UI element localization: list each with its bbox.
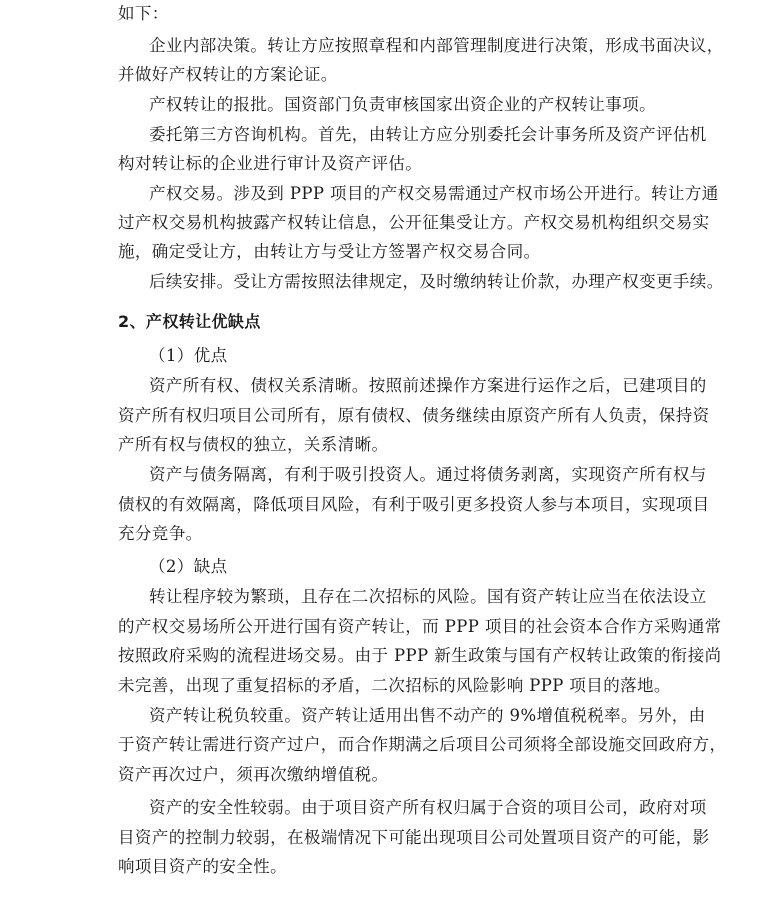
step-line: 企业内部决策。转让方应按照章程和内部管理制度进行决策，形成书面决议， xyxy=(149,36,724,55)
advantages-line: 产所有权与债权的独立，关系清晰。 xyxy=(118,435,389,454)
disadvantages-line: 未完善，出现了重复招标的矛盾，二次招标的风险影响 PPP 项目的落地。 xyxy=(118,676,671,695)
step-line: 过产权交易机构披露产权转让信息，公开征集受让方。产权交易机构组织交易实 xyxy=(118,213,710,232)
disadvantages-line: 于资产转让需进行资产过户，而合作期满之后项目公司须将全部设施交回政府方， xyxy=(118,735,727,754)
step-line: 后续安排。受让方需按照法律规定，及时缴纳转让价款，办理产权变更手续。 xyxy=(149,272,724,291)
section-heading: 2、产权转让优缺点 xyxy=(118,312,261,331)
advantages-title: （1）优点 xyxy=(149,346,228,365)
intro-tail-text: 如下： xyxy=(118,4,169,23)
disadvantages-line: 按照政府采购的流程进场交易。由于 PPP 新生政策与国有产权转让政策的衔接尚 xyxy=(118,646,722,665)
disadvantages-line: 的产权交易场所公开进行国有资产转让，而 PPP 项目的社会资本合作方采购通常 xyxy=(118,617,722,636)
disadvantages-line: 转让程序较为繁琐，且存在二次招标的风险。国有资产转让应当在依法设立 xyxy=(149,587,707,606)
step-line: 施，确定受让方，由转让方与受让方签署产权交易合同。 xyxy=(118,242,541,261)
advantages-line: 资产所有权、债权关系清晰。按照前述操作方案进行运作之后，已建项目的 xyxy=(149,376,707,395)
step-line: 产权转让的报批。国资部门负责审核国家出资企业的产权转让事项。 xyxy=(149,95,656,114)
disadvantages-line: 资产的安全性较弱。由于项目资产所有权归属于合资的项目公司，政府对项 xyxy=(149,798,707,817)
disadvantages-line: 响项目资产的安全性。 xyxy=(118,857,287,876)
step-line: 并做好产权转让的方案论证。 xyxy=(118,65,338,84)
disadvantages-line: 资产转让税负较重。资产转让适用出售不动产的 9%增值税税率。另外，由 xyxy=(149,706,706,725)
disadvantages-line: 资产再次过户，须再次缴纳增值税。 xyxy=(118,765,389,784)
advantages-line: 资产所有权归项目公司所有，原有债权、债务继续由原资产所有人负责，保持资 xyxy=(118,406,710,425)
step-line: 委托第三方咨询机构。首先，由转让方应分别委托会计事务所及资产评估机 xyxy=(149,125,707,144)
disadvantages-line: 目资产的控制力较弱，在极端情况下可能出现项目公司处置项目资产的可能，影 xyxy=(118,828,710,847)
advantages-line: 资产与债务隔离，有利于吸引投资人。通过将债务剥离，实现资产所有权与 xyxy=(149,465,707,484)
advantages-line: 充分竞争。 xyxy=(118,524,203,543)
step-line: 构对转让标的企业进行审计及资产评估。 xyxy=(118,154,423,173)
advantages-line: 债权的有效隔离，降低项目风险，有利于吸引更多投资人参与本项目，实现项目 xyxy=(118,495,710,514)
disadvantages-title: （2）缺点 xyxy=(149,557,228,576)
step-line: 产权交易。涉及到 PPP 项目的产权交易需通过产权市场公开进行。转让方通 xyxy=(149,184,719,203)
